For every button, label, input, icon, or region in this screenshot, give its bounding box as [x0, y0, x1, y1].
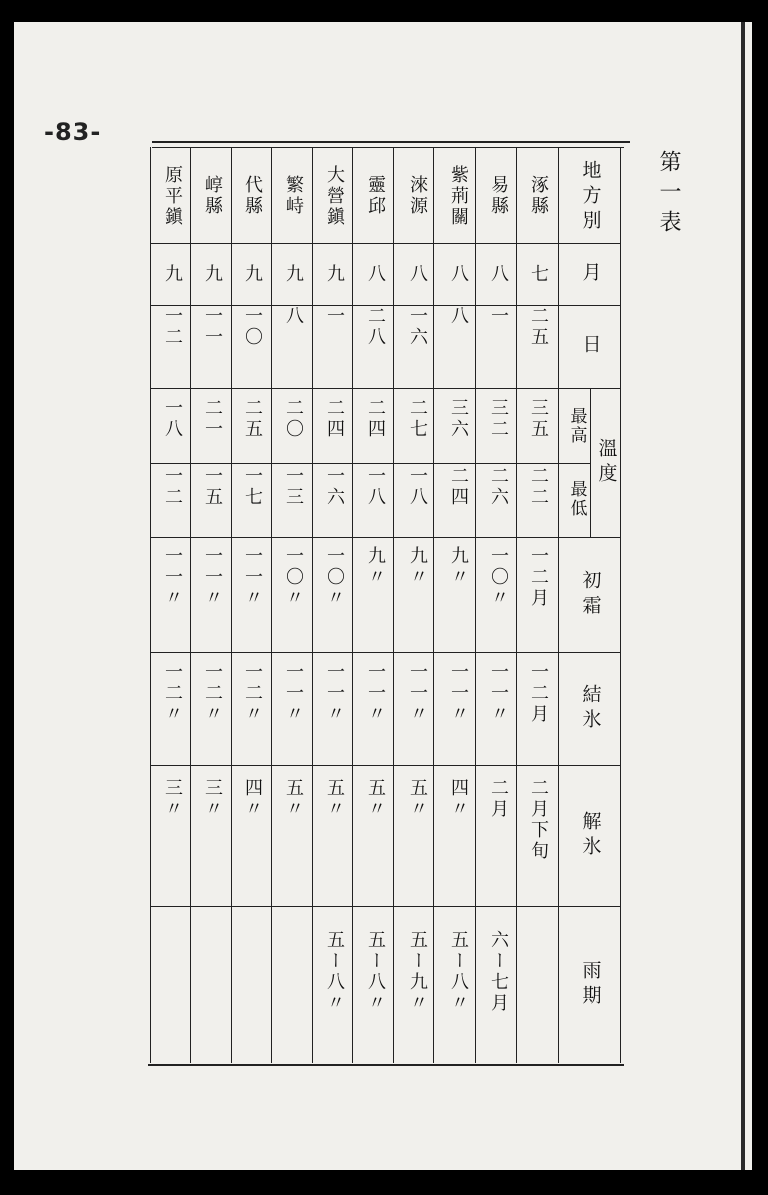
table-rule [590, 388, 591, 537]
cell-max: 二五 [242, 398, 263, 440]
cell-freeze: 一二月 [528, 662, 549, 725]
cell-region: 崞縣 [202, 175, 223, 217]
cell-freeze: 一一〃 [407, 662, 428, 725]
cell-thaw: 四〃 [242, 778, 263, 820]
table-rule [393, 147, 394, 1063]
cell-month: 八 [407, 263, 428, 285]
cell-thaw: 二月 [488, 778, 509, 820]
cell-max: 三六 [448, 398, 469, 440]
cell-rain [518, 930, 558, 1050]
table-rule [190, 147, 191, 1063]
cell-freeze: 一二〃 [162, 662, 183, 725]
cell-freeze: 一一〃 [324, 662, 345, 725]
table-rule [150, 305, 620, 306]
cell-frost: 一〇〃 [324, 546, 345, 609]
cell-day: 一一 [202, 306, 223, 348]
header-thaw: 解氷 [579, 811, 602, 861]
table-rule [152, 147, 624, 148]
cell-min: 二四 [448, 466, 469, 508]
cell-min: 一二 [162, 466, 183, 508]
cell-freeze: 一一〃 [283, 662, 304, 725]
table-rule [433, 147, 434, 1063]
cell-day: 一六 [407, 306, 428, 348]
cell-max: 二四 [324, 398, 345, 440]
table-rule [150, 243, 620, 244]
cell-region: 紫荊關 [448, 164, 469, 228]
cell-month: 七 [528, 263, 549, 285]
cell-day: 八 [283, 306, 304, 327]
header-freeze: 結氷 [579, 684, 602, 734]
cell-day: 一 [488, 306, 509, 327]
cell-region: 代縣 [242, 175, 263, 217]
cell-freeze: 一一〃 [488, 662, 509, 725]
cell-region: 易縣 [488, 175, 509, 217]
header-temp-min: 最低 [566, 480, 587, 518]
header-month: 月 [579, 261, 602, 287]
table-rule [150, 652, 620, 653]
table-rule [150, 906, 620, 907]
cell-thaw: 三〃 [202, 778, 223, 820]
cell-month: 九 [324, 263, 345, 285]
cell-thaw: 三〃 [162, 778, 183, 820]
header-region: 地方別 [579, 159, 602, 235]
cell-min: 一七 [242, 466, 263, 508]
cell-freeze: 一一〃 [448, 662, 469, 725]
cell-thaw: 四〃 [448, 778, 469, 820]
cell-day: 一 [324, 306, 345, 327]
cell-frost: 一〇〃 [283, 546, 304, 609]
table-rule [352, 147, 353, 1063]
cell-thaw: 二月下旬 [528, 778, 549, 862]
table-rule [271, 147, 272, 1063]
cell-rain: 六ー七月 [488, 930, 509, 1014]
cell-min: 一六 [324, 466, 345, 508]
header-day: 日 [579, 333, 602, 359]
cell-frost: 一一〃 [242, 546, 263, 609]
cell-frost: 一一〃 [162, 546, 183, 609]
cell-frost: 一二月 [528, 546, 549, 609]
cell-thaw: 五〃 [283, 778, 304, 820]
cell-rain [152, 930, 192, 1050]
cell-day: 二八 [365, 306, 386, 348]
table-rule [150, 463, 590, 464]
table-rule [148, 1064, 624, 1066]
cell-max: 三五 [528, 398, 549, 440]
cell-rain: 五ー九〃 [407, 930, 428, 1014]
cell-min: 一八 [407, 466, 428, 508]
cell-max: 二七 [407, 398, 428, 440]
cell-min: 一五 [202, 466, 223, 508]
cell-min: 二六 [488, 466, 509, 508]
header-temperature: 溫度 [595, 438, 618, 488]
cell-region: 原平鎭 [162, 164, 183, 228]
cell-freeze: 一二〃 [202, 662, 223, 725]
cell-max: 三二 [488, 398, 509, 440]
cell-max: 二〇 [283, 398, 304, 440]
table-rule [620, 147, 621, 1063]
table-rule [475, 147, 476, 1063]
cell-day: 一〇 [242, 306, 263, 348]
cell-day: 八 [448, 306, 469, 327]
cell-frost: 九〃 [448, 546, 469, 588]
page-number: -83- [44, 118, 102, 146]
table-rule [231, 147, 232, 1063]
cell-day: 一二 [162, 306, 183, 348]
cell-region: 涿縣 [528, 175, 549, 217]
cell-rain [232, 930, 272, 1050]
cell-thaw: 五〃 [365, 778, 386, 820]
table-rule [150, 537, 620, 538]
table-rule [150, 388, 620, 389]
cell-min: 二二 [528, 466, 549, 508]
cell-rain: 五ー八〃 [365, 930, 386, 1014]
cell-region: 繁峙 [283, 175, 304, 217]
cell-max: 二一 [202, 398, 223, 440]
cell-month: 八 [488, 263, 509, 285]
cell-rain [192, 930, 232, 1050]
cell-month: 九 [283, 263, 304, 285]
cell-month: 九 [202, 263, 223, 285]
cell-thaw: 五〃 [407, 778, 428, 820]
cell-month: 八 [365, 263, 386, 285]
cell-freeze: 一二〃 [242, 662, 263, 725]
cell-region: 靈邱 [365, 175, 386, 217]
cell-region: 大營鎭 [324, 164, 345, 228]
table-title: 第一表 [656, 150, 681, 240]
table-rule [312, 147, 313, 1063]
cell-rain: 五ー八〃 [324, 930, 345, 1014]
cell-rain [272, 930, 314, 1050]
cell-freeze: 一一〃 [365, 662, 386, 725]
table-rule [150, 765, 620, 766]
cell-frost: 九〃 [407, 546, 428, 588]
cell-month: 九 [162, 263, 183, 285]
cell-max: 一八 [162, 398, 183, 440]
cell-frost: 一一〃 [202, 546, 223, 609]
header-rainy-season: 雨期 [579, 960, 602, 1010]
cell-thaw: 五〃 [324, 778, 345, 820]
header-first-frost: 初霜 [579, 570, 602, 620]
cell-frost: 九〃 [365, 546, 386, 588]
table-rule [558, 147, 559, 1063]
cell-rain: 五ー八〃 [448, 930, 469, 1014]
cell-max: 二四 [365, 398, 386, 440]
table-rule [150, 147, 151, 1063]
cell-frost: 一〇〃 [488, 546, 509, 609]
cell-min: 一三 [283, 466, 304, 508]
cell-region: 淶源 [407, 175, 428, 217]
cell-day: 二五 [528, 306, 549, 348]
cell-month: 八 [448, 263, 469, 285]
header-temp-max: 最高 [566, 407, 587, 445]
cell-month: 九 [242, 263, 263, 285]
cell-min: 一八 [365, 466, 386, 508]
table-rule [152, 141, 630, 143]
table-rule [516, 147, 517, 1063]
